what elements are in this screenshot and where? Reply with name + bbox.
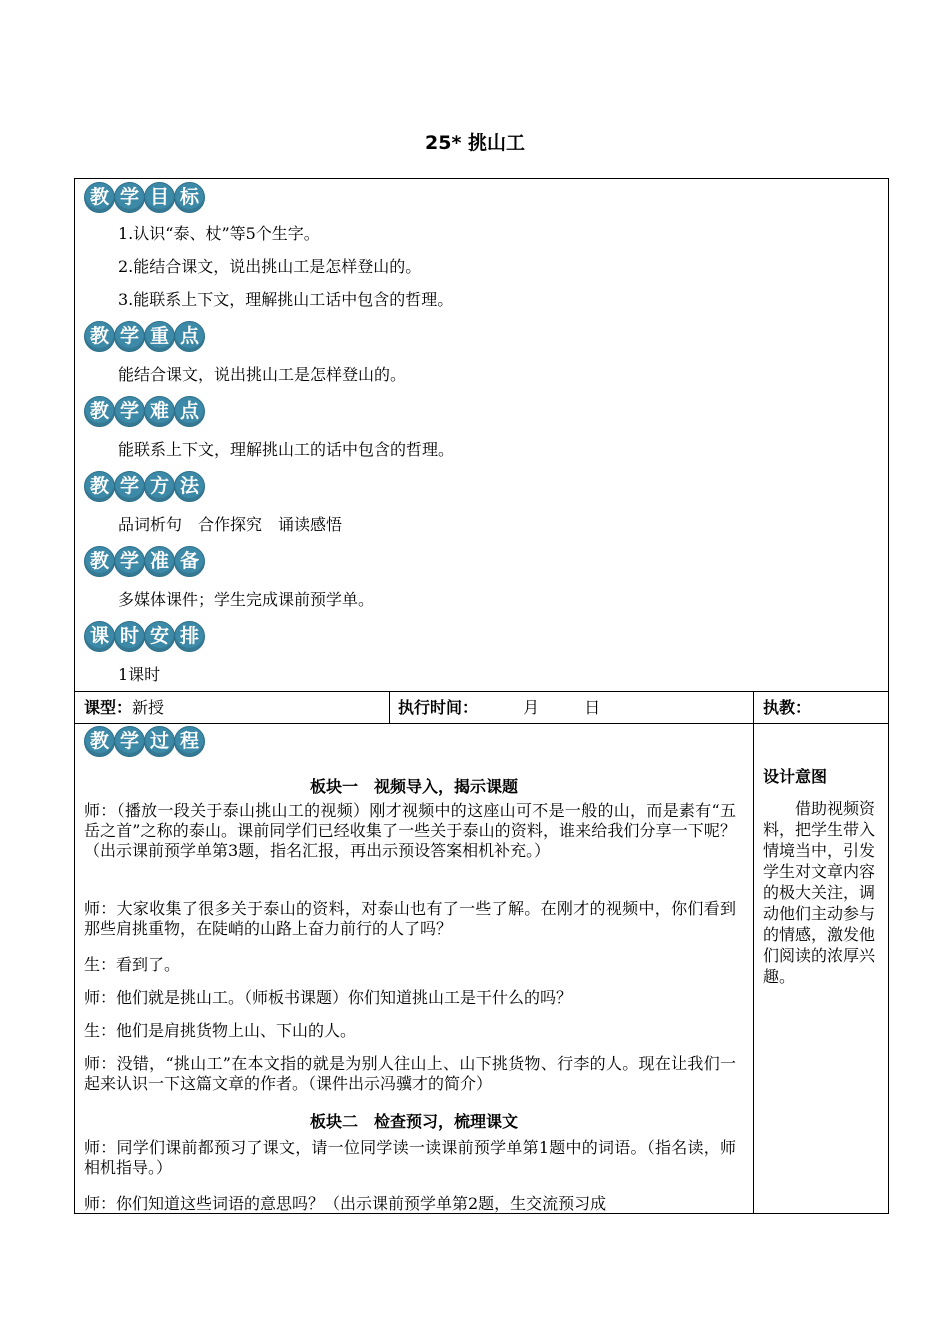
objective-item: 2.能结合课文，说出挑山工是怎样登山的。 bbox=[118, 257, 422, 276]
badge-char: 方 bbox=[144, 471, 175, 502]
dialogue-paragraph: 师：没错，“挑山工”在本文指的就是为别人往山上、山下挑货物、行李的人。现在让我们一起来认识一下这篇文章的作者。（课件出示冯骥才的简介） bbox=[84, 1054, 736, 1093]
schedule-text: 1课时 bbox=[118, 665, 161, 684]
schedule-badge bbox=[84, 621, 204, 652]
badge-char: 目 bbox=[144, 182, 175, 213]
badge-char: 点 bbox=[174, 321, 205, 352]
badge-char: 学 bbox=[114, 182, 145, 213]
month-label: 月 bbox=[523, 698, 540, 717]
teacher-label: 执教： bbox=[763, 698, 812, 717]
badge-char: 课 bbox=[84, 621, 115, 652]
badge-char: 教 bbox=[84, 546, 115, 577]
badge-char: 教 bbox=[84, 726, 115, 757]
teacher-cell bbox=[763, 692, 811, 723]
badge-char: 过 bbox=[144, 726, 175, 757]
dialogue-paragraph: 师：（播放一段关于泰山挑山工的视频）刚才视频中的这座山可不是一般的山，而是素有“五岳之首”之称的泰山。课前同学们已经收集了一些关于泰山的资料，谁来给我们分享一下呢？（出示课前预学单第3题，指名汇报，再出示预设答案相机补充。） bbox=[84, 801, 736, 860]
badge-char: 点 bbox=[174, 396, 205, 427]
dialogue-paragraph: 师：大家收集了很多关于泰山的资料，对泰山也有了一些了解。在刚才的视频中，你们看到那些肩挑重物，在陡峭的山路上奋力前行的人了吗？ bbox=[84, 899, 736, 938]
lesson-type-label: 课型： bbox=[84, 698, 133, 717]
dialogue-paragraph: 师：你们知道这些词语的意思吗？（出示课前预学单第2题，生交流预习成 bbox=[84, 1194, 607, 1213]
column-divider bbox=[753, 692, 754, 723]
objectives-badge bbox=[84, 182, 204, 213]
badge-char: 程 bbox=[174, 726, 205, 757]
lesson-type-cell bbox=[84, 692, 164, 723]
dialogue-paragraph: 生：他们是肩挑货物上山、下山的人。 bbox=[84, 1021, 357, 1040]
lesson-type-value: 新授 bbox=[132, 698, 165, 717]
block1-heading: 板块一 视频导入，揭示课题 bbox=[309, 777, 518, 796]
badge-char: 标 bbox=[174, 182, 205, 213]
objective-item: 1.认识“泰、杖”等5个生字。 bbox=[118, 224, 320, 243]
badge-char: 安 bbox=[144, 621, 175, 652]
preparation-badge bbox=[84, 546, 204, 577]
design-intent-column bbox=[754, 724, 888, 1213]
key-points-text: 能结合课文，说出挑山工是怎样登山的。 bbox=[118, 365, 407, 384]
meta-row bbox=[75, 691, 888, 724]
badge-char: 法 bbox=[174, 471, 205, 502]
difficulties-text: 能联系上下文，理解挑山工的话中包含的哲理。 bbox=[118, 440, 455, 459]
badge-char: 时 bbox=[114, 621, 145, 652]
badge-char: 排 bbox=[174, 621, 205, 652]
methods-badge bbox=[84, 471, 204, 502]
page-title: 25* 挑山工 bbox=[425, 132, 525, 154]
execution-time-label: 执行时间： bbox=[398, 698, 479, 717]
badge-char: 备 bbox=[174, 546, 205, 577]
process-badge bbox=[84, 726, 204, 757]
badge-char: 教 bbox=[84, 471, 115, 502]
column-divider bbox=[389, 692, 390, 723]
process-section bbox=[75, 724, 888, 1213]
lesson-plan-table bbox=[74, 178, 889, 1214]
badge-char: 准 bbox=[144, 546, 175, 577]
design-intent-text: 借助视频资料，把学生带入情境当中，引发学生对文章内容的极大关注，调动他们主动参与的情感，激发他们阅读的浓厚兴趣。 bbox=[763, 799, 876, 986]
badge-char: 学 bbox=[114, 471, 145, 502]
lesson-overview-cell bbox=[75, 179, 888, 691]
badge-char: 难 bbox=[144, 396, 175, 427]
day-label: 日 bbox=[584, 698, 601, 717]
key-points-badge bbox=[84, 321, 204, 352]
badge-char: 重 bbox=[144, 321, 175, 352]
badge-char: 学 bbox=[114, 726, 145, 757]
design-intent-heading: 设计意图 bbox=[763, 767, 828, 786]
dialogue-paragraph: 师：同学们课前都预习了课文，请一位同学读一读课前预学单第1题中的词语。（指名读，师相机指导。） bbox=[84, 1138, 736, 1177]
process-main-column bbox=[75, 724, 753, 1213]
difficulties-badge bbox=[84, 396, 204, 427]
objective-item: 3.能联系上下文，理解挑山工话中包含的哲理。 bbox=[118, 290, 454, 309]
badge-char: 教 bbox=[84, 182, 115, 213]
dialogue-paragraph: 师：他们就是挑山工。（师板书课题）你们知道挑山工是干什么的吗？ bbox=[84, 988, 573, 1007]
badge-char: 教 bbox=[84, 321, 115, 352]
badge-char: 学 bbox=[114, 546, 145, 577]
badge-char: 教 bbox=[84, 396, 115, 427]
methods-text: 品词析句 合作探究 诵读感悟 bbox=[118, 515, 343, 534]
dialogue-paragraph: 生：看到了。 bbox=[84, 955, 181, 974]
preparation-text: 多媒体课件；学生完成课前预学单。 bbox=[118, 590, 375, 609]
execution-time-cell bbox=[398, 692, 600, 723]
badge-char: 学 bbox=[114, 321, 145, 352]
badge-char: 学 bbox=[114, 396, 145, 427]
block2-heading: 板块二 检查预习，梳理课文 bbox=[309, 1112, 518, 1131]
